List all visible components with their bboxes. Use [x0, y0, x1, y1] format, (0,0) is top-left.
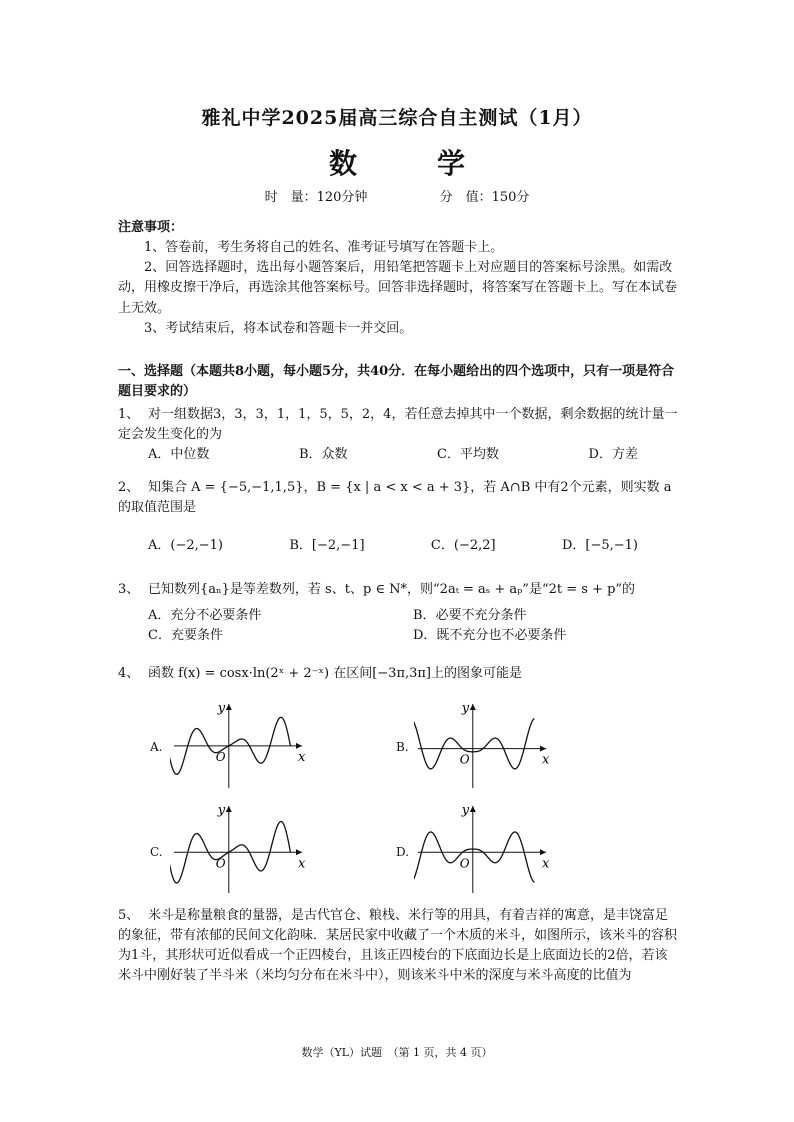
options: [118, 536, 678, 556]
question-text: 米斗是称量粮食的量器，是古代官仓、粮栈、米行等的用具，有着吉祥的寓意，是丰饶富足的象征，带有浓郁的民间文化韵味．某居民家中收藏了一个木质的米斗，如图所示，该米斗的容积为1斗，其形状可近似看成一个正四棱台，且该正四棱台的下底面边长是上底面边长的2倍，若该米斗中刚好装了半斗米（米均匀分布在米斗中），则该米斗中米的深度与米斗高度的比值为: [118, 908, 678, 984]
function-curve: [414, 832, 534, 882]
x-axis-label: x: [298, 856, 306, 872]
x-axis-arrow: [296, 849, 302, 855]
question-number: 5、: [118, 908, 140, 923]
graph-b: [414, 698, 554, 790]
note-item: 1、答卷前，考生务将自己的姓名、准考证号填写在答题卡上。: [144, 240, 504, 256]
option-d: D．方差: [588, 447, 638, 463]
question-number: 3、: [118, 582, 140, 597]
option-a: A．中位数: [148, 447, 210, 463]
y-axis-arrow: [226, 806, 232, 812]
origin-label: O: [459, 856, 470, 871]
x-axis-arrow: [540, 849, 546, 855]
origin-label: O: [215, 856, 226, 871]
x-axis-label: x: [542, 752, 550, 768]
x-axis-label: x: [298, 749, 306, 765]
graph-c: [170, 800, 310, 895]
y-axis-arrow: [470, 704, 476, 710]
question-number: 1、: [118, 407, 140, 422]
subject-title: 数 学: [328, 147, 491, 180]
y-axis-label: y: [217, 701, 226, 716]
page-footer: 数学（YL）试题 （第 1 页，共 4 页）: [301, 1046, 493, 1059]
option-c: C．平均数: [437, 447, 499, 463]
section-heading: 一、选择题（本题共8小题，每小题5分，共40分．在每小题给出的四个选项中，只有一项是符合题目要求的）: [118, 364, 675, 400]
option-b: B．[−2,−1]: [289, 538, 365, 554]
x-axis-arrow: [296, 743, 302, 749]
graph-label-b: B.: [396, 740, 409, 754]
graph-a: [170, 698, 310, 790]
y-axis-label: y: [461, 803, 470, 818]
time-label: 时 量：120分钟: [264, 190, 368, 205]
origin-label: O: [215, 749, 226, 764]
options: [118, 606, 678, 646]
option-c: C．(−2,2]: [430, 538, 496, 554]
y-axis-label: y: [461, 701, 470, 716]
function-curve: [414, 719, 534, 769]
question-4: [118, 664, 678, 684]
x-axis-arrow: [540, 746, 546, 752]
graph-label-d: D.: [396, 845, 410, 859]
question-text: 已知数列{aₙ}是等差数列，若 s、t、p ∈ N*，则“2aₜ = aₛ + aₚ”是“2t = s + p”的: [148, 582, 636, 597]
option-d: D．[−5,−1): [561, 538, 638, 554]
note-item: 3、考试结束后，将本试卷和答题卡一并交回。: [144, 320, 413, 336]
question-1: [118, 405, 678, 465]
y-axis-arrow: [226, 704, 232, 710]
question-text: 对一组数据3，3，3，1，1，5，5，2，4，若任意去掉其中一个数据，剩余数据的统计量一定会发生变化的为: [118, 407, 678, 443]
option-c: C．充要条件: [148, 628, 223, 644]
graph-label-c: C.: [150, 845, 163, 859]
question-2: [118, 478, 678, 556]
question-number: 2、: [118, 480, 140, 495]
notes-block: [118, 218, 678, 339]
option-d: D．既不充分也不必要条件: [413, 628, 567, 644]
graph-d: [414, 800, 554, 895]
x-axis-label: x: [542, 856, 550, 872]
question-number: 4、: [118, 666, 140, 681]
option-a: A．充分不必要条件: [148, 608, 262, 624]
exam-info: [0, 188, 794, 208]
y-axis-label: y: [217, 803, 226, 818]
option-b: B．必要不充分条件: [413, 608, 527, 624]
question-5: [118, 906, 678, 987]
origin-label: O: [459, 752, 470, 767]
notes-heading: 注意事项：: [118, 220, 184, 235]
question-text: 函数 f(x) = cosx·ln(2ˣ + 2⁻ˣ) 在区间[−3π,3π]上的图象可能是: [148, 666, 523, 681]
option-b: B．众数: [298, 447, 348, 463]
graph-label-a: A.: [150, 740, 163, 754]
score-label: 分 值：150分: [439, 190, 530, 205]
exam-title: 雅礼中学2025届高三综合自主测试（1月）: [201, 107, 593, 129]
question-text: 知集合 A = {−5,−1,1,5}，B = {x | a < x < a + 3}，若 A∩B 中有2个元素，则实数 a 的取值范围是: [118, 480, 672, 516]
question-3: [118, 580, 678, 646]
y-axis-arrow: [470, 806, 476, 812]
note-item: 2、回答选择题时，选出每小题答案后，用铅笔把答题卡上对应题目的答案标号涂黑。如需改动，用橡皮擦干净后，再选涂其他答案标号。回答非选择题时，将答案写在答题卡上。写在本试卷上无效。: [118, 260, 678, 316]
options: [118, 445, 678, 465]
option-a: A．(−2,−1): [148, 538, 223, 554]
